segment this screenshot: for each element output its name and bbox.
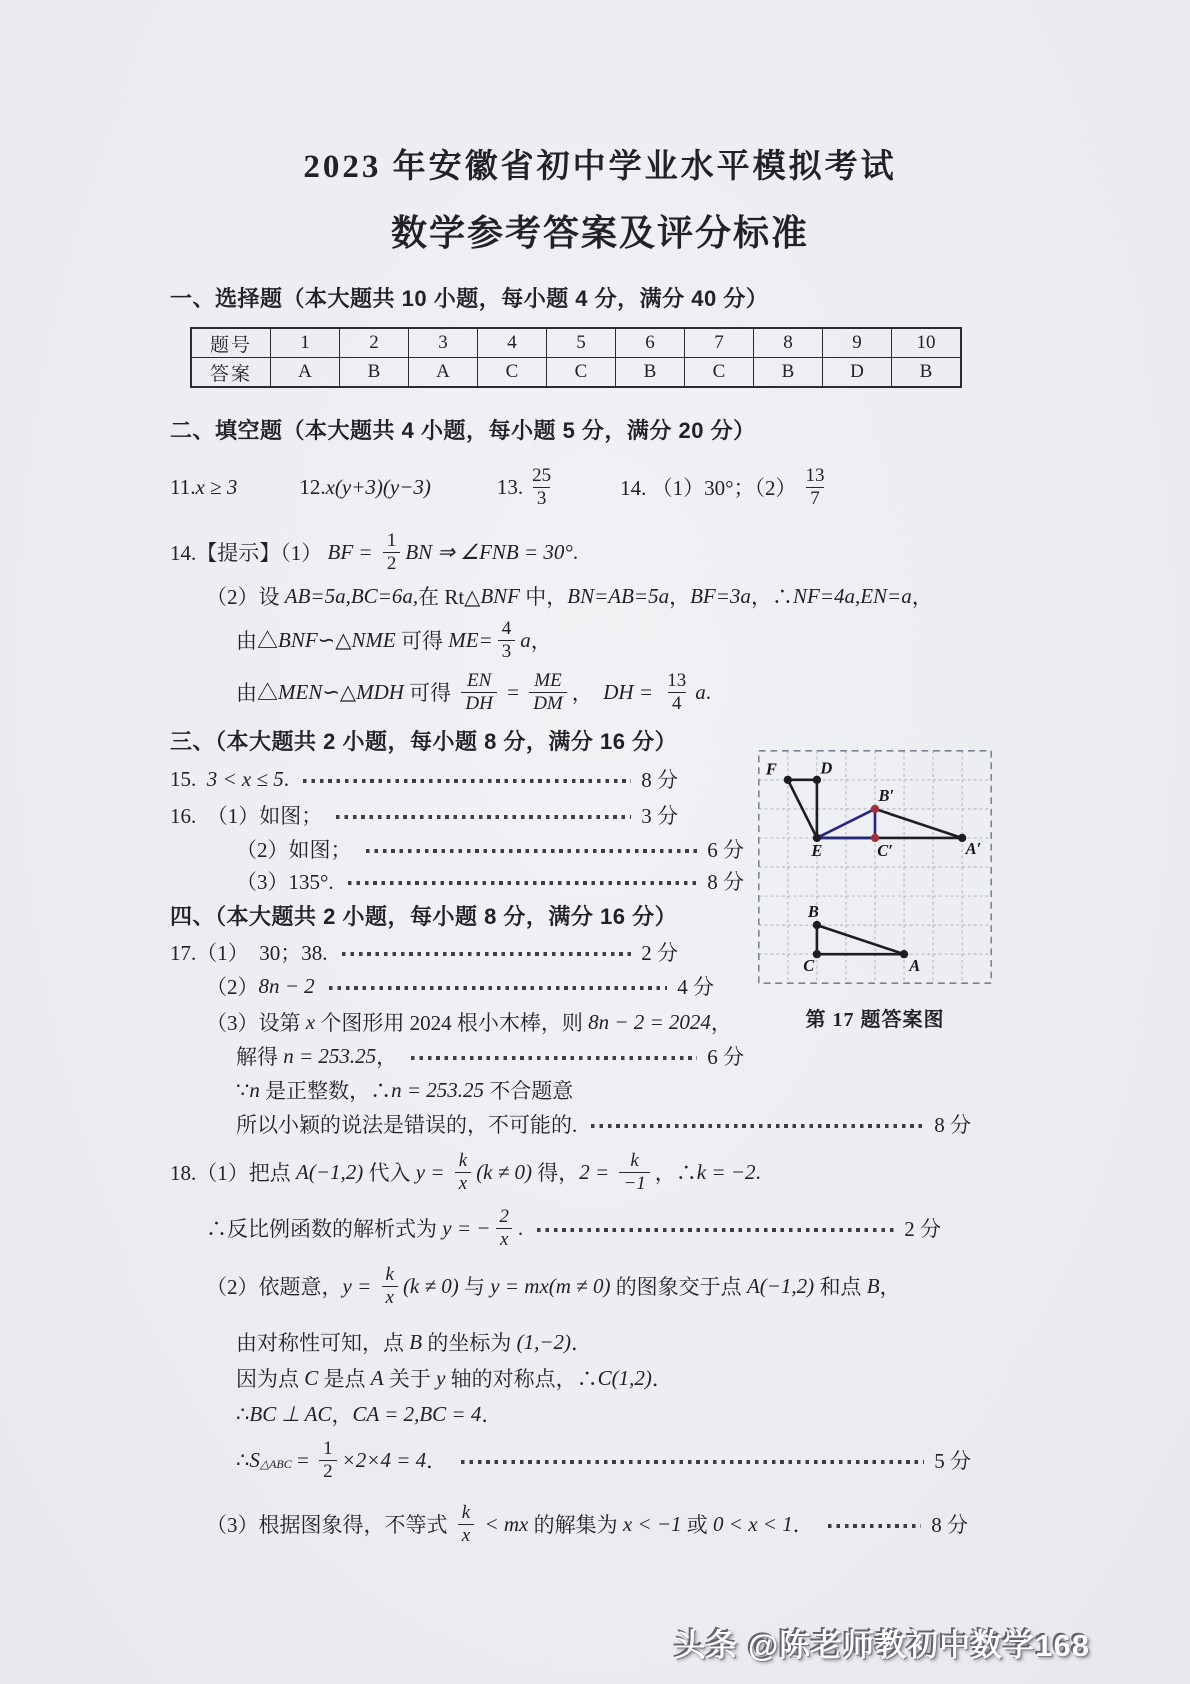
text: 15. <box>170 766 207 791</box>
text: 17.（1） 30；38. <box>170 941 328 965</box>
figure-label-F: F <box>765 759 777 779</box>
text: 中， <box>520 585 568 609</box>
table-cell: 1 <box>271 328 340 358</box>
fraction: $\frac{4}{3}$ <box>498 619 516 661</box>
text: 关于 <box>383 1367 437 1391</box>
table-row-numbers <box>191 328 961 358</box>
figure-label-E: E <box>811 840 823 860</box>
text: 得， <box>532 1161 580 1185</box>
hint14-line-2 <box>170 581 1030 611</box>
text: 与 <box>458 1275 491 1299</box>
score-label: 5 分 <box>934 1449 971 1473</box>
table-cell: C <box>685 358 754 388</box>
math-text: 8n − 2 <box>258 973 315 998</box>
text: 个图形用 2024 根小木棒，则 <box>315 1011 589 1035</box>
math-text: n <box>249 1077 260 1102</box>
section3-heading: 三、（本大题共 2 小题，每小题 8 分，满分 16 分） <box>170 729 678 754</box>
math-text: ×2×4 = 4 <box>341 1447 427 1472</box>
text: （2）设 <box>206 585 285 609</box>
answer-line-17-6 <box>170 1109 971 1139</box>
math-text: NME <box>351 627 396 652</box>
table-cell: 10 <box>892 328 962 358</box>
text: 的图象交于点 <box>610 1275 747 1299</box>
table-cell: B <box>754 358 823 388</box>
math-text: y = <box>415 1159 450 1184</box>
answer-12 <box>299 475 431 500</box>
answer-line-18-5 <box>170 1363 1030 1393</box>
table-cell: B <box>340 358 409 388</box>
math-text: DH = <box>603 679 659 704</box>
table-cell: B <box>892 358 962 388</box>
math-text: x(y+3)(y−3) <box>325 474 431 499</box>
score-label: 8 分 <box>931 1513 968 1537</box>
math-text: x <box>305 1009 316 1034</box>
fraction: $\frac{13}{4}$ <box>667 670 687 714</box>
table-cell: 2 <box>340 328 409 358</box>
text: 可得 <box>403 681 457 705</box>
fraction: $\frac{k}{-1}$ <box>619 1151 649 1193</box>
dotted-leader <box>591 1124 924 1128</box>
answer-line-17-5 <box>170 1075 1030 1105</box>
text: ． <box>481 1403 503 1427</box>
math-text: BN ⇒ ∠FNB = 30° <box>405 539 573 564</box>
figure-label-B′: B′ <box>878 785 895 805</box>
text: （2）如图； <box>236 838 352 862</box>
text: 18.（1）把点 <box>170 1161 296 1185</box>
math-text: y = mx(m ≠ 0) <box>490 1273 611 1298</box>
score-label: 2 分 <box>904 1217 941 1241</box>
math-text: ME= <box>448 627 493 652</box>
figure-label-B: B <box>807 901 819 921</box>
text: ， <box>571 681 604 705</box>
score-label: 8 分 <box>934 1113 971 1137</box>
text: （3）设第 <box>206 1011 306 1035</box>
text: 代入 <box>363 1161 416 1185</box>
figure-point-A <box>900 950 908 958</box>
math-text: MDH <box>356 679 404 704</box>
math-text: S <box>249 1447 260 1472</box>
answer-line-16-1 <box>170 800 678 830</box>
math-text: 3 < x ≤ 5 <box>206 766 284 791</box>
text: . <box>705 679 712 704</box>
math-text: A(−1,2) <box>746 1273 815 1298</box>
text: 16. （1）如图； <box>170 804 323 828</box>
answer-line-18-1 <box>170 1147 1030 1197</box>
dotted-leader <box>336 815 631 819</box>
text: ． <box>651 1367 673 1391</box>
figure-label-D: D <box>820 758 833 778</box>
text: ， <box>710 1011 732 1035</box>
score-label: 2 分 <box>641 941 678 965</box>
math-text: 8n − 2 = 2024 <box>588 1009 711 1034</box>
score-label: 8 分 <box>707 870 744 894</box>
math-text: AB=5a,BC=6a, <box>284 583 419 608</box>
text: ∴ <box>236 1401 250 1426</box>
answer-line-16-3 <box>170 866 744 896</box>
math-text: y = <box>342 1273 377 1298</box>
table-cell: 8 <box>754 328 823 358</box>
dotted-leader <box>342 952 632 956</box>
table-header-label: 题号 <box>191 328 271 358</box>
math-text: x ≥ 3 <box>195 474 238 499</box>
math-text: BF = <box>327 539 378 564</box>
figure-caption: 第 17 题答案图 <box>805 1009 945 1031</box>
text: ， <box>911 585 933 609</box>
answer-line-17-4 <box>170 1041 744 1071</box>
answer-line-18-2 <box>170 1203 941 1253</box>
table-cell: 3 <box>409 328 478 358</box>
math-text: n = 253.25 <box>283 1043 377 1068</box>
text: 14. （1）30° <box>620 476 734 500</box>
subscript: △ABC <box>259 1456 292 1471</box>
text: ∽△ <box>317 627 352 652</box>
math-text: n = 253.25 <box>391 1077 485 1102</box>
answer-line-15 <box>170 764 678 794</box>
text: . <box>755 1159 761 1184</box>
math-text: a <box>695 679 706 704</box>
watermark: 头条 @陈老师教初中数学168 <box>674 1628 1090 1663</box>
math-text: BC ⊥ AC <box>249 1401 332 1426</box>
answer-figure-17 <box>753 745 997 1032</box>
answer-14 <box>620 466 833 508</box>
math-text: y = − <box>442 1215 491 1240</box>
dotted-leader <box>303 779 631 783</box>
text: ， <box>331 1403 353 1427</box>
math-text: (k ≠ 0) <box>402 1273 459 1298</box>
answer-line-18-8 <box>170 1499 968 1549</box>
text: （3）135°. <box>236 870 334 894</box>
text: 11. <box>170 474 196 499</box>
dotted-leader <box>828 1524 922 1528</box>
text: ∴反比例函数的解析式为 <box>206 1217 443 1241</box>
text: ；（2） <box>733 476 797 500</box>
math-text: A(−1,2) <box>296 1159 364 1184</box>
dotted-leader <box>329 986 668 990</box>
table-cell: 9 <box>823 328 892 358</box>
section1-heading: 一、选择题（本大题共 10 小题，每小题 4 分，满分 40 分） <box>170 286 769 311</box>
text: ∴ <box>236 1447 250 1472</box>
math-text: y <box>436 1365 446 1390</box>
hint14-line-4 <box>170 667 1030 717</box>
text: 14.【提示】（1） <box>170 541 328 565</box>
text: . <box>572 539 579 564</box>
hint14-line-1 <box>170 527 1030 577</box>
table-cell: D <box>823 358 892 388</box>
figure-point-F <box>784 776 792 784</box>
text: = <box>501 679 525 704</box>
math-text: BF=3a <box>690 583 751 608</box>
answer-line-18-3 <box>170 1261 1030 1311</box>
text: 是正整数，∴ <box>259 1079 392 1103</box>
math-text: BNF <box>480 583 521 608</box>
math-text: C(1,2) <box>597 1365 652 1390</box>
figure-point-B <box>813 921 821 929</box>
figure-label-C: C <box>803 955 815 975</box>
fraction: $\frac{2}{x}$ <box>495 1207 513 1249</box>
answer-line-18-4 <box>170 1327 1030 1357</box>
text: ∽△ <box>322 679 357 704</box>
exam-title: 2023 年安徽省初中学业水平模拟考试 <box>303 149 897 185</box>
text: ， <box>530 629 552 653</box>
text: ，∴ <box>750 585 793 609</box>
choice-answer-table <box>190 327 962 388</box>
table-cell: A <box>409 358 478 388</box>
answer-13 <box>497 466 560 508</box>
dotted-leader <box>366 849 698 853</box>
table-header-label: 答案 <box>191 358 271 388</box>
fraction: $\frac{1}{2}$ <box>383 531 401 573</box>
section2-heading: 二、填空题（本大题共 4 小题，每小题 5 分，满分 20 分） <box>170 418 756 443</box>
text: ， <box>376 1045 398 1069</box>
text: 和点 <box>814 1275 867 1299</box>
text: ∵ <box>236 1077 250 1102</box>
figure-point-Bp <box>871 805 879 813</box>
text: （3）根据图象得，不等式 <box>206 1513 453 1537</box>
table-cell: 5 <box>547 328 616 358</box>
answer-11 <box>170 475 237 500</box>
figure-label-A: A <box>909 955 921 975</box>
answer-line-17-2 <box>170 971 714 1001</box>
fill-in-answers <box>170 461 1030 513</box>
text: 13. <box>496 474 524 499</box>
figure-edge-Bp-Ap <box>875 809 962 838</box>
text: . <box>517 1215 524 1240</box>
score-label: 8 分 <box>641 768 678 792</box>
math-text: 0 < x < 1 <box>713 1511 793 1536</box>
text: ， <box>879 1275 901 1299</box>
score-label: 3 分 <box>641 804 678 828</box>
table-cell: C <box>547 358 616 388</box>
text: ． <box>571 1331 592 1355</box>
table-row-answers <box>191 358 961 388</box>
score-label: 4 分 <box>677 975 714 999</box>
math-text: B <box>866 1273 880 1298</box>
math-text: C <box>304 1365 319 1390</box>
score-label: 6 分 <box>707 838 744 862</box>
text: 由△ <box>236 629 278 653</box>
text: 轴的对称点，∴ <box>445 1367 598 1391</box>
text: ， <box>669 585 691 609</box>
text: 的坐标为 <box>422 1331 517 1355</box>
text: 因为点 <box>236 1367 305 1391</box>
math-text: CA = 2,BC = 4 <box>352 1401 482 1426</box>
text: ． <box>426 1449 448 1473</box>
math-text: MEN <box>278 679 323 704</box>
answer-line-17-1 <box>170 937 678 967</box>
fraction: $\frac{EN}{DH}$ <box>461 671 496 713</box>
fraction: $\frac{25}{3}$ <box>532 465 552 509</box>
text: （2） <box>206 975 259 999</box>
text: . <box>283 766 290 791</box>
text: 12. <box>299 474 326 499</box>
text: = <box>291 1447 315 1472</box>
dotted-leader <box>411 1056 697 1060</box>
text: 的解集为 <box>528 1513 623 1537</box>
figure-label-C′: C′ <box>877 840 893 860</box>
hint14-line-3 <box>170 615 1030 665</box>
fraction: $\frac{13}{7}$ <box>805 465 825 509</box>
fraction: $\frac{1}{2}$ <box>319 1439 337 1481</box>
dotted-leader <box>537 1228 894 1232</box>
answer-line-16-2 <box>170 834 744 864</box>
text: 是点 <box>318 1367 371 1391</box>
section4-heading: 四、（本大题共 2 小题，每小题 8 分，满分 16 分） <box>170 904 678 929</box>
table-cell: B <box>616 358 685 388</box>
answer-line-18-7 <box>170 1435 971 1485</box>
math-text: a <box>520 627 531 652</box>
dotted-leader <box>461 1460 924 1464</box>
table-cell: C <box>478 358 547 388</box>
math-text: NF=4a,EN=a <box>792 583 912 608</box>
text: ，∴ <box>654 1161 697 1185</box>
table-cell: 4 <box>478 328 547 358</box>
dotted-leader <box>348 881 698 885</box>
text: 不合题意 <box>484 1079 574 1103</box>
text: 由△ <box>236 681 278 705</box>
text: （2）依题意， <box>206 1275 343 1299</box>
answer-figure-17-grid <box>753 745 997 989</box>
text: 由对称性可知，点 <box>236 1331 410 1355</box>
math-text: k = −2 <box>696 1159 756 1184</box>
math-text: A <box>370 1365 384 1390</box>
figure-label-A′: A′ <box>965 838 982 858</box>
answer-line-18-6 <box>170 1399 1030 1429</box>
fraction: $\frac{ME}{DM}$ <box>529 671 567 713</box>
math-text: (1,−2) <box>516 1329 571 1354</box>
text: 可得 <box>395 629 449 653</box>
table-cell: 6 <box>616 328 685 358</box>
figure-edge-B-A <box>817 925 904 954</box>
fraction: $\frac{k}{x}$ <box>458 1503 474 1545</box>
math-text: BNF <box>278 627 318 652</box>
math-text: BN=AB=5a <box>567 583 670 608</box>
text: 所以小颖的说法是错误的，不可能的. <box>236 1113 578 1137</box>
math-text: B <box>409 1329 423 1354</box>
text: 在 Rt△ <box>418 585 481 609</box>
fraction: $\frac{k}{x}$ <box>455 1151 471 1193</box>
math-text: 2 = <box>579 1159 615 1184</box>
score-label: 6 分 <box>707 1045 744 1069</box>
math-text: < mx <box>479 1511 529 1536</box>
text: 或 <box>681 1513 714 1537</box>
fraction: $\frac{k}{x}$ <box>382 1265 398 1307</box>
math-text: (k ≠ 0) <box>476 1159 533 1184</box>
table-cell: 7 <box>685 328 754 358</box>
text: ． <box>792 1513 814 1537</box>
answer-key-subtitle: 数学参考答案及评分标准 <box>390 212 809 253</box>
math-text: x < −1 <box>622 1511 682 1536</box>
text: 解得 <box>236 1045 284 1069</box>
table-cell: A <box>271 358 340 388</box>
